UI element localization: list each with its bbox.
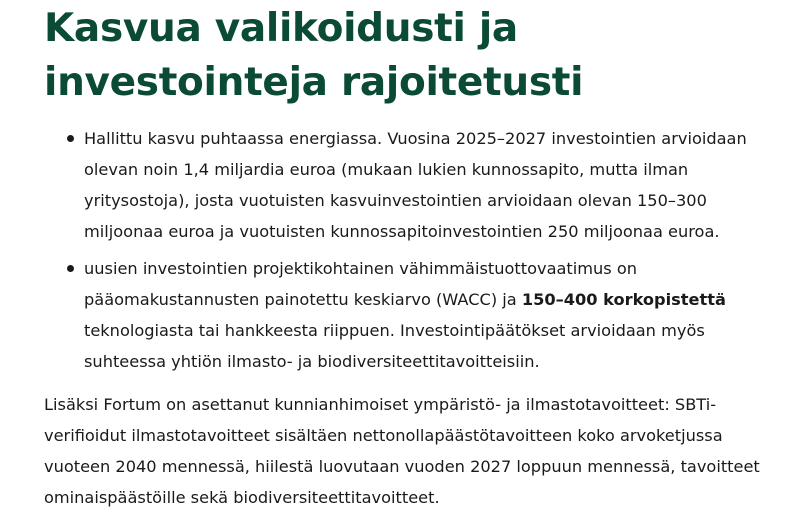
bullet-dot-icon xyxy=(67,265,74,272)
bullet-1-line-1: Hallittu kasvu puhtaassa energiassa. Vuosina 2025–2027 investointien arvioidaan xyxy=(84,129,747,148)
heading-line-2: investointeja rajoitetusti xyxy=(44,60,584,105)
bullet-1-line-3: yritysostoja), josta vuotuisten kasvuinvestointien arvioidaan olevan 150–300 xyxy=(84,191,707,210)
page-heading xyxy=(44,0,782,110)
bullet-2-line-4: suhteessa yhtiön ilmasto- ja biodiversiteettitavoitteisiin. xyxy=(84,352,540,371)
bullet-2-line-3: teknologiasta tai hankkeesta riippuen. Investointipäätökset arvioidaan myös xyxy=(84,321,705,340)
bullet-2-line-1: uusien investointien projektikohtainen vähimmäistuottovaatimus on xyxy=(84,259,638,278)
bullet-2-line-2 xyxy=(84,284,782,315)
bullet-1-line-4: miljoonaa euroa ja vuotuisten kunnossapitoinvestointien 250 miljoonaa euroa. xyxy=(84,222,720,241)
bullet-item-return-requirement xyxy=(44,253,782,377)
bullet-2-line-2-text: pääomakustannusten painotettu keskiarvo (WACC) ja xyxy=(84,290,522,309)
bullet-1-line-2: olevan noin 1,4 miljardia euroa (mukaan lukien kunnossapito, mutta ilman xyxy=(84,160,689,179)
paragraph-line-2: verifioidut ilmastotavoitteet sisältäen nettonollapäästötavoitteen koko arvoketjussa xyxy=(44,426,723,445)
bullet-item-growth xyxy=(44,123,782,247)
bullet-dot-icon xyxy=(67,135,74,142)
body-paragraph xyxy=(44,389,782,513)
bullet-list xyxy=(44,123,782,377)
paragraph-line-1: Lisäksi Fortum on asettanut kunnianhimoiset ympäristö- ja ilmastotavoitteet: SBTi- xyxy=(44,395,717,414)
bullet-2-bold-basis-points: 150–400 korkopistettä xyxy=(521,290,726,309)
paragraph-line-3: vuoteen 2040 mennessä, hiilestä luovutaan vuoden 2027 loppuun mennessä, tavoitteet xyxy=(44,457,760,476)
heading-line-1: Kasvua valikoidusti ja xyxy=(44,6,518,51)
paragraph-line-4: ominaispäästöille sekä biodiversiteettitavoitteet. xyxy=(44,488,440,507)
